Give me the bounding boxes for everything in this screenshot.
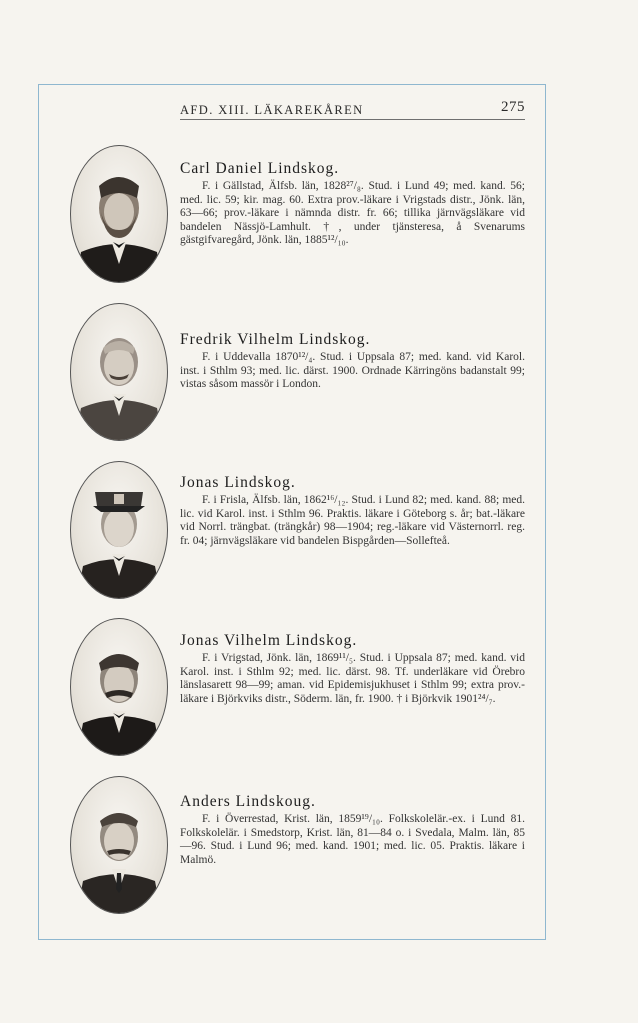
portrait-photo: [70, 461, 168, 599]
portrait-photo: [70, 776, 168, 914]
person-name: Jonas Lindskog.: [180, 474, 296, 491]
biography-text: F. i Uddevalla 1870¹²/₄. Stud. i Uppsala 87; med. kand. vid Karol. inst. i Sthlm 93; med. lic. därst. 1900. Ordnade Kärringöns badanstalt 99; vistas såsom massör i London.: [180, 351, 525, 391]
biography-text: F. i Överrestad, Krist. län, 1859¹⁹/₁₀. Folkskolelär.-ex. i Lund 81. Folkskolelär. i Smedstorp, Krist. län, 81—84 o. i Svedala, Malm. län, 85—96. Stud. i Lund 96; med. kand. 1901; med. lic. 05. Praktis. läkare i Malmö.: [180, 813, 525, 866]
page-number: 275: [501, 99, 525, 115]
person-name: Fredrik Vilhelm Lindskog.: [180, 331, 371, 348]
portrait-photo: [70, 145, 168, 283]
biography-text: F. i Vrigstad, Jönk. län, 1869¹¹/₅. Stud. i Uppsala 87; med. kand. vid Karol. inst. i Sthlm 92; med. lic. därst. 98. Tf. underläkare vid Örebro länslasarett 98—99; aman. vid Epidemisjukhuset i Sthlm 99; extra prov.-läkare i Björkviks distr., Söderm. län, fr. 1900. † i Björkvik 1901²⁴/₇.: [180, 652, 525, 705]
header-rule: [180, 119, 525, 120]
person-name: Jonas Vilhelm Lindskog.: [180, 632, 358, 649]
person-name: Carl Daniel Lindskog.: [180, 160, 340, 177]
section-title: AFD. XIII. LÄKAREKÅREN: [180, 103, 364, 117]
biography-text: F. i Gällstad, Älfsb. län, 1828²⁷/₈. Stud. i Lund 49; med. kand. 56; med. lic. 59; kir. mag. 60. Extra prov.-läkare i Vrigstads distr., Jönk. län, 63—66; prov.-läkare i nämnda distr. fr. 66; tillika järnvägsläkare vid bandelen Nässjö-Lamhult. †, under tjänsteresa, å Svenarums gästgifvaregård, Jönk. län, 1885¹²/₁₀.: [180, 180, 525, 247]
portrait-photo: [70, 303, 168, 441]
running-header: [180, 99, 525, 119]
person-name: Anders Lindskoug.: [180, 793, 316, 810]
portrait-photo: [70, 618, 168, 756]
biography-text: F. i Frisla, Älfsb. län, 1862¹⁶/₁₂. Stud. i Lund 82; med. kand. 88; med. lic. vid Karol. inst. i Sthlm 96. Praktis. läkare i Göteborg s. år; bat.-läkare vid Norrl. trängbat. (trängkår) 98—1904; reg.-läkare vid Västernorrl. reg. fr. 04; järnvägsläkare vid bandelen Bispgården—Sollefteå.: [180, 494, 525, 547]
